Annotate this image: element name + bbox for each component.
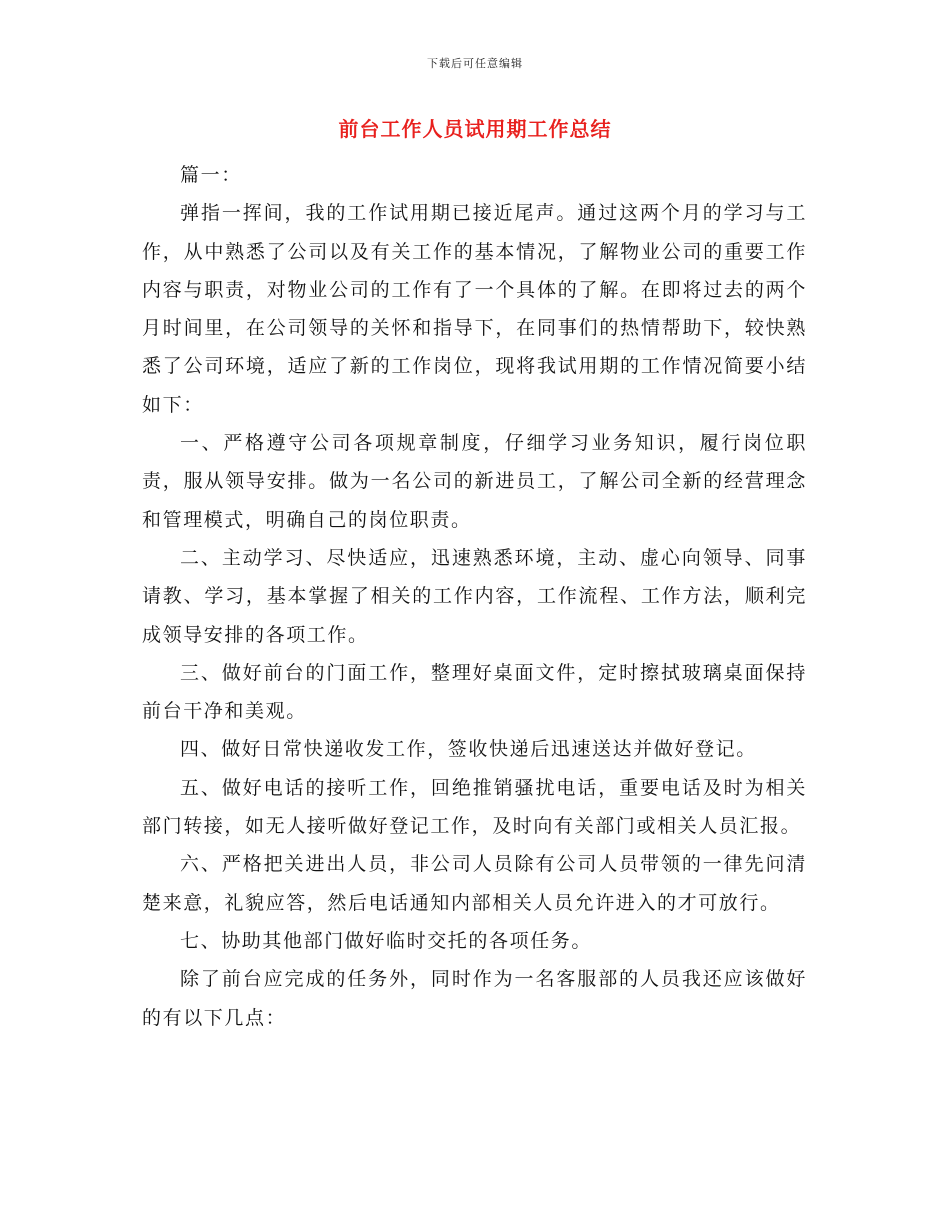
header-note: 下载后可任意编辑 — [427, 57, 523, 70]
paragraph: 五、做好电话的接听工作，回绝推销骚扰电话，重要电话及时为相关部门转接，如无人接听做好登记工作，及时向有关部门或相关人员汇报。 — [142, 776, 807, 838]
paragraph: 六、严格把关进出人员，非公司人员除有公司人员带领的一律先问清楚来意，礼貌应答，然后电话通知内部相关人员允许进入的才可放行。 — [142, 853, 807, 914]
paragraph: 四、做好日常快递收发工作，签收快递后迅速送达并做好登记。 — [180, 738, 757, 761]
paragraph: 七、协助其他部门做好临时交托的各项任务。 — [180, 929, 593, 952]
paragraph: 二、主动学习、尽快适应，迅速熟悉环境，主动、虚心向领导、同事请教、学习，基本掌握了相关的工作内容，工作流程、工作方法，顺利完成领导安排的各项工作。 — [142, 546, 807, 646]
document-title: 前台工作人员试用期工作总结 — [338, 117, 612, 141]
document-body — [142, 156, 807, 1037]
paragraph: 三、做好前台的门面工作，整理好桌面文件，定时擦拭玻璃桌面保持前台干净和美观。 — [142, 661, 807, 723]
paragraph: 篇一： — [180, 164, 242, 186]
paragraph: 除了前台应完成的任务外，同时作为一名客服部的人员我还应该做好的有以下几点： — [142, 968, 807, 1029]
paragraph: 弹指一挥间，我的工作试用期已接近尾声。通过这两个月的学习与工作，从中熟悉了公司以及有关工作的基本情况，了解物业公司的重要工作内容与职责，对物业公司的工作有了一个具体的了解。在即将过去的两个月时间里，在公司领导的关怀和指导下，在同事们的热情帮助下，较快熟悉了公司环境，适应了新的工作岗位，现将我试用期的工作情况简要小结如下： — [142, 202, 807, 416]
paragraph: 一、严格遵守公司各项规章制度，仔细学习业务知识，履行岗位职责，服从领导安排。做为一名公司的新进员工，了解公司全新的经营理念和管理模式，明确自己的岗位职责。 — [142, 432, 807, 531]
